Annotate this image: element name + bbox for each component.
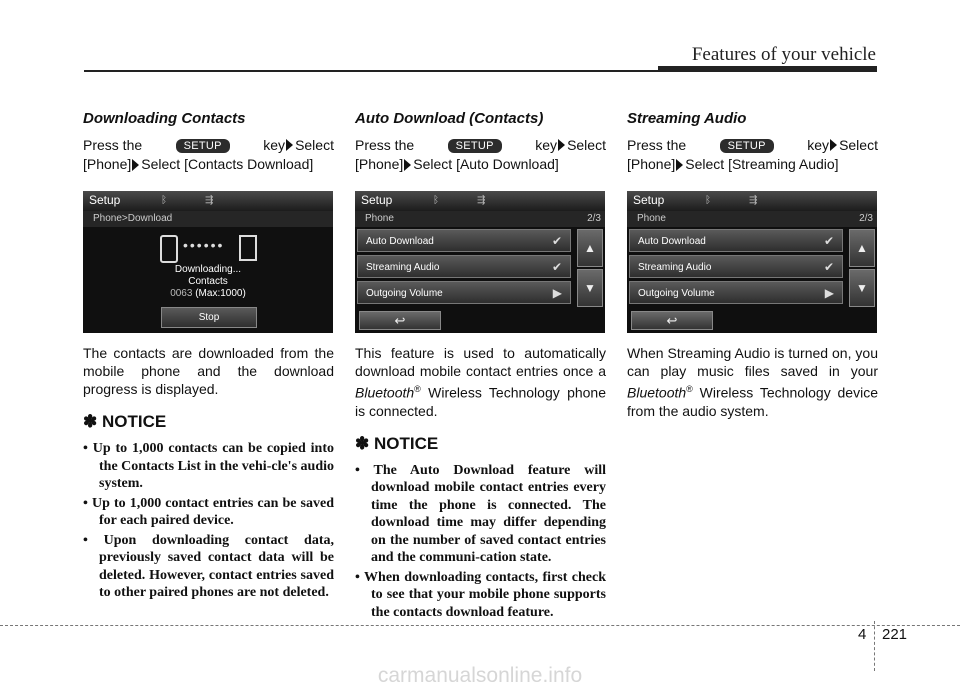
contacts-text: Contacts — [188, 276, 228, 287]
screen-page-indicator: 2/3 — [587, 213, 601, 224]
scroll-down-icon: ▼ — [577, 269, 603, 307]
menu-item-label: Auto Download — [638, 236, 706, 247]
instr-key: key — [263, 137, 286, 153]
page-number: 221 — [882, 626, 908, 643]
chapter-number: 4 — [858, 626, 867, 643]
notice-heading: ✽ NOTICE — [83, 412, 167, 431]
scroll-down-icon: ▼ — [849, 269, 875, 307]
body-text-part: Wireless Technology device from the audio system. — [627, 384, 878, 419]
instr-select: Select — [295, 137, 334, 153]
instr-press: Press the — [627, 137, 687, 153]
setup-key-badge: SETUP — [720, 139, 774, 153]
section-streaming-audio — [627, 110, 878, 420]
instr-select: Select — [839, 137, 878, 153]
contacts-doc-icon — [239, 235, 257, 261]
instr-select-target: Select [Streaming Audio] — [685, 156, 839, 172]
footer-rule — [0, 625, 960, 626]
arrow-right-icon — [132, 159, 139, 171]
notice-item: • Up to 1,000 contact entries can be saved for each paired device. — [83, 495, 334, 528]
back-icon: ↩ — [631, 311, 713, 330]
notice-item: • The Auto Download feature will download mobile contact entries every time the phone is connected. The download time may differ depending on the number of saved contact entries and the communi-cation state. — [355, 462, 606, 566]
section-title: Downloading Contacts — [83, 110, 246, 127]
instruction — [627, 136, 878, 174]
check-icon: ✔ — [823, 234, 834, 248]
screen-title: Setup — [89, 193, 121, 207]
instr-press: Press the — [83, 137, 143, 153]
registered-mark: ® — [414, 384, 421, 394]
download-max: (Max:1000) — [195, 288, 246, 299]
header-rule-accent — [658, 66, 877, 72]
phone-settings-screen-image — [627, 191, 877, 333]
section-downloading-contacts — [83, 110, 334, 604]
menu-item-streaming-audio — [629, 255, 843, 278]
bluetooth-trademark: Bluetooth — [627, 384, 687, 401]
instr-select-target: Select [Auto Download] — [413, 156, 559, 172]
arrow-right-icon — [830, 139, 837, 151]
check-icon: ✔ — [823, 260, 834, 274]
header-rule — [84, 70, 660, 72]
screen-title: Setup — [361, 193, 393, 207]
stop-button: Stop — [161, 307, 257, 328]
play-arrow-icon: ▶ — [824, 286, 834, 300]
setup-key-badge: SETUP — [176, 139, 230, 153]
body-text-part: Wireless Technology phone is connected. — [355, 384, 606, 419]
notice-list — [355, 462, 606, 622]
screen-path: Phone>Download — [83, 211, 333, 227]
bluetooth-icon: ᛒ — [705, 195, 711, 206]
download-count: 0063 — [170, 288, 193, 299]
menu-item-label: Auto Download — [366, 236, 434, 247]
instr-phone: [Phone] — [83, 156, 132, 172]
body-text — [627, 344, 878, 420]
notice-heading: ✽ NOTICE — [355, 433, 439, 453]
watermark: carmanualsonline.info — [377, 664, 583, 687]
back-icon: ↩ — [359, 311, 441, 330]
usb-icon: ⇶ — [749, 195, 758, 206]
instr-select-target: Select [Contacts Download] — [141, 156, 314, 172]
download-screen-image — [83, 191, 333, 333]
section-title: Auto Download (Contacts) — [355, 110, 544, 127]
instr-phone: [Phone] — [355, 156, 404, 172]
running-header: Features of your vehicle — [691, 44, 876, 65]
bluetooth-trademark: Bluetooth — [355, 384, 415, 401]
usb-icon: ⇶ — [477, 195, 486, 206]
scroll-up-icon: ▲ — [849, 229, 875, 267]
bluetooth-icon: ᛒ — [161, 195, 167, 206]
menu-item-streaming-audio — [357, 255, 571, 278]
arrow-right-icon — [558, 139, 565, 151]
usb-icon: ⇶ — [205, 195, 214, 206]
body-text-part: When Streaming Audio is turned on, you can play music files saved in your — [627, 345, 878, 379]
instr-phone: [Phone] — [627, 156, 676, 172]
arrow-right-icon — [286, 139, 293, 151]
menu-item-auto-download — [357, 229, 571, 252]
count-text — [83, 288, 333, 299]
screen-topbar — [627, 191, 877, 211]
section-auto-download — [355, 110, 606, 623]
scroll-up-icon: ▲ — [577, 229, 603, 267]
menu-item-label: Outgoing Volume — [366, 288, 443, 299]
instruction — [83, 136, 334, 174]
screen-page-indicator: 2/3 — [859, 213, 873, 224]
registered-mark: ® — [686, 384, 693, 394]
instruction — [355, 136, 606, 174]
menu-item-label: Streaming Audio — [638, 262, 712, 273]
menu-item-label: Outgoing Volume — [638, 288, 715, 299]
body-text-part: This feature is used to automatically download mobile contact entries once a — [355, 345, 606, 379]
menu-item-outgoing-volume — [629, 281, 843, 304]
screen-path: Phone — [355, 211, 605, 227]
screen-title: Setup — [633, 193, 665, 207]
instr-key: key — [807, 137, 830, 153]
play-arrow-icon: ▶ — [552, 286, 562, 300]
body-text: The contacts are downloaded from the mobile phone and the download progress is displayed. — [83, 345, 334, 397]
body-text — [355, 344, 606, 420]
notice-item: • Upon downloading contact data, previously saved contact data will be deleted. However, contact entries saved to other paired phones are not deleted. — [83, 532, 334, 600]
phone-settings-screen-image — [355, 191, 605, 333]
phone-icon — [160, 235, 178, 263]
menu-item-outgoing-volume — [357, 281, 571, 304]
arrow-right-icon — [676, 159, 683, 171]
bluetooth-icon: ᛒ — [433, 195, 439, 206]
downloading-text: Downloading... — [174, 264, 242, 275]
instr-key: key — [535, 137, 558, 153]
menu-item-label: Streaming Audio — [366, 262, 440, 273]
menu-item-auto-download — [629, 229, 843, 252]
screen-path: Phone — [627, 211, 877, 227]
notice-list — [83, 440, 334, 602]
setup-key-badge: SETUP — [448, 139, 502, 153]
arrow-right-icon — [404, 159, 411, 171]
screen-topbar — [83, 191, 333, 211]
check-icon: ✔ — [551, 234, 562, 248]
screen-topbar — [355, 191, 605, 211]
check-icon: ✔ — [551, 260, 562, 274]
instr-press: Press the — [355, 137, 415, 153]
notice-item: • When downloading contacts, first check to see that your mobile phone supports the contacts download feature. — [355, 569, 606, 620]
section-title: Streaming Audio — [627, 110, 747, 127]
instr-select: Select — [567, 137, 606, 153]
progress-dots-icon: •••••• — [183, 237, 225, 253]
notice-item: • Up to 1,000 contacts can be copied into the Contacts List in the vehi-cle's audio system. — [83, 441, 334, 491]
